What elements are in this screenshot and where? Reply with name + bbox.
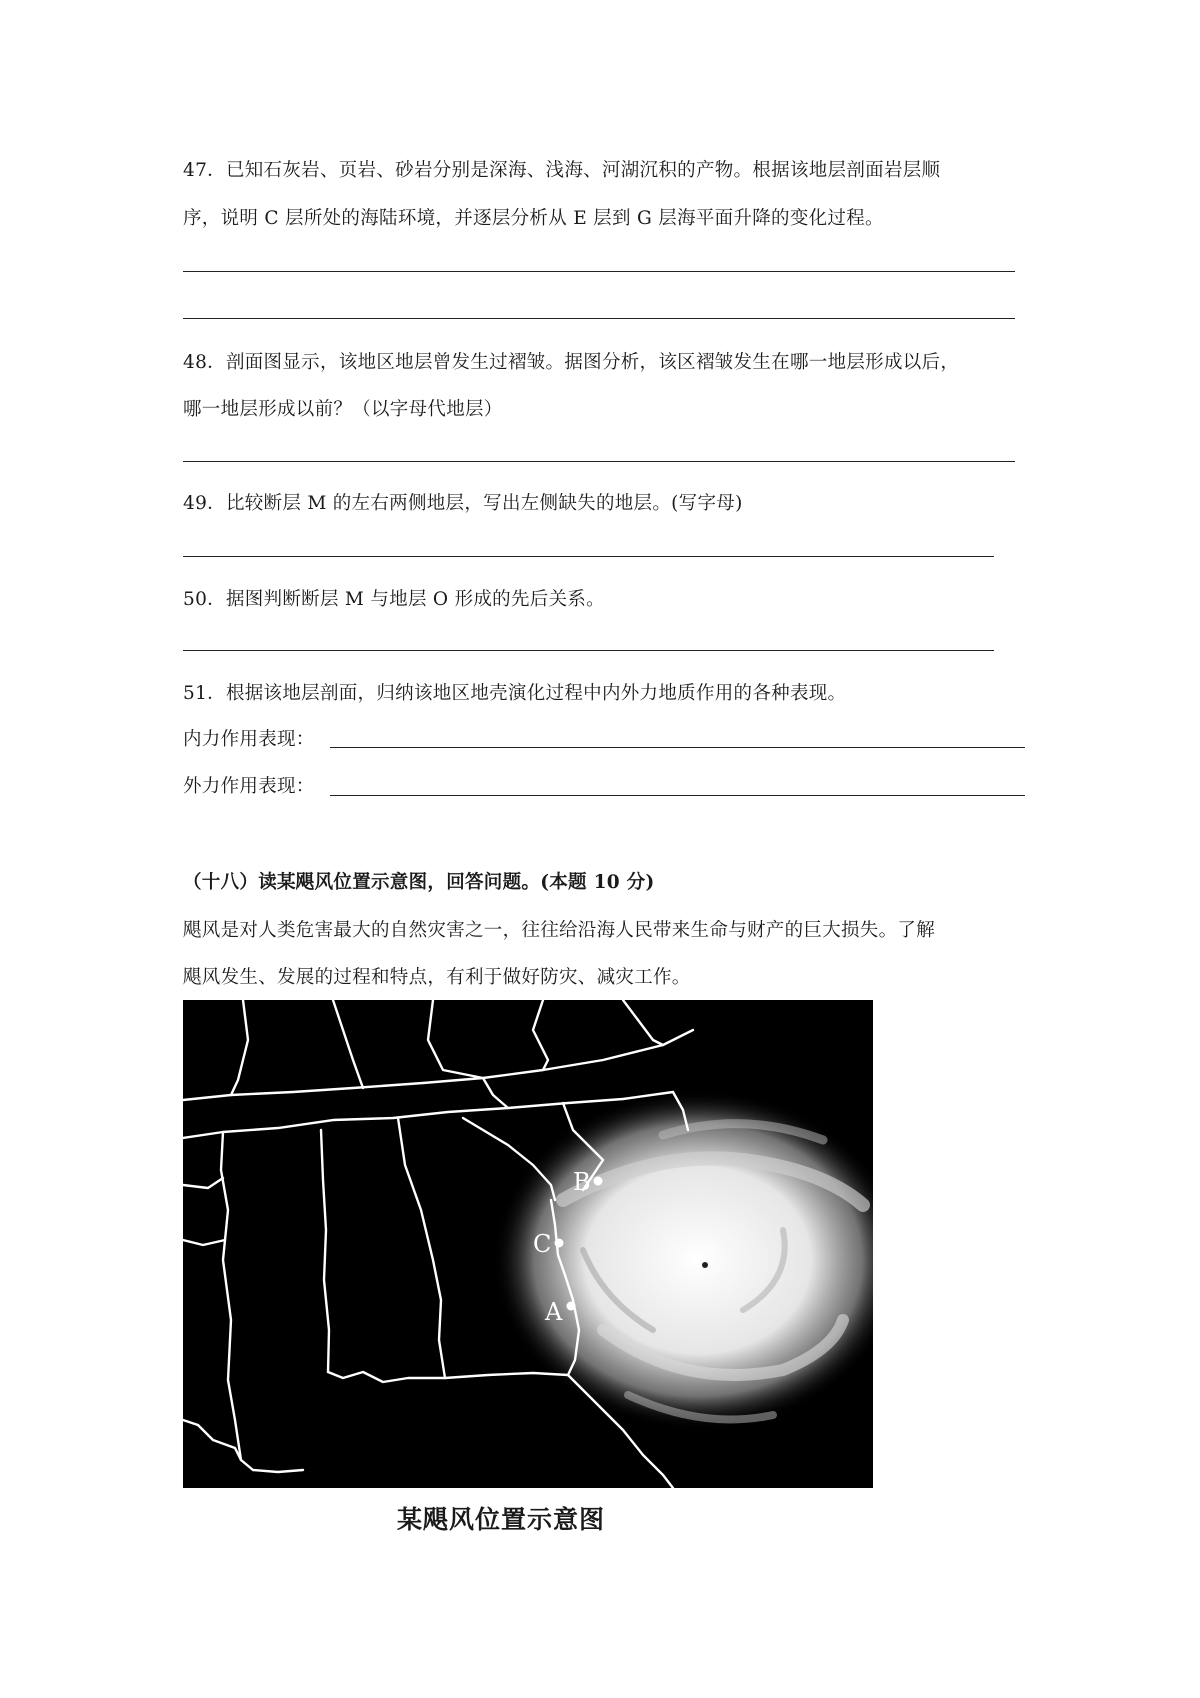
hurricane-map [183,1000,873,1488]
internal-force-answer-line [330,747,1025,748]
section18-heading: （十八）读某飓风位置示意图，回答问题。(本题 10 分) [183,872,655,893]
q51-text: 51．根据该地层剖面，归纳该地区地壳演化过程中内外力地质作用的各种表现。 [183,683,847,704]
section18-intro-line2: 飓风发生、发展的过程和特点，有利于做好防灾、减灾工作。 [183,967,691,988]
section18-intro-line1: 飓风是对人类危害最大的自然灾害之一，往往给沿海人民带来生命与财产的巨大损失。了解 [183,920,936,941]
q47-text-line1: 47．已知石灰岩、页岩、砂岩分别是深海、浅海、河湖沉积的产物。根据该地层剖面岩层顺 [183,160,941,181]
label-c: C [533,1230,552,1258]
q49-text: 49．比较断层 M 的左右两侧地层，写出左侧缺失的地层。(写字母) [183,493,743,514]
external-force-label: 外力作用表现： [183,776,315,797]
answer-line [183,556,994,557]
internal-force-label: 内力作用表现： [183,729,315,750]
figure-caption: 某飓风位置示意图 [397,1505,606,1534]
q48-text-line1: 48．剖面图显示，该地区地层曾发生过褶皱。据图分析，该区褶皱发生在哪一地层形成以后， [183,352,960,373]
answer-line [183,271,1015,272]
answer-line [183,461,1015,462]
hurricane-eye [702,1262,708,1268]
q50-text: 50．据图判断断层 M 与地层 O 形成的先后关系。 [183,589,605,610]
external-force-answer-line [330,795,1025,796]
label-a: A [545,1298,563,1326]
q47-text-line2: 序，说明 C 层所处的海陆环境，并逐层分析从 E 层到 G 层海平面升降的变化过程。 [183,208,884,229]
answer-line [183,318,1015,319]
answer-line [183,650,994,651]
label-b: B [573,1168,591,1196]
q48-text-line2: 哪一地层形成以前？（以字母代地层） [183,399,503,420]
